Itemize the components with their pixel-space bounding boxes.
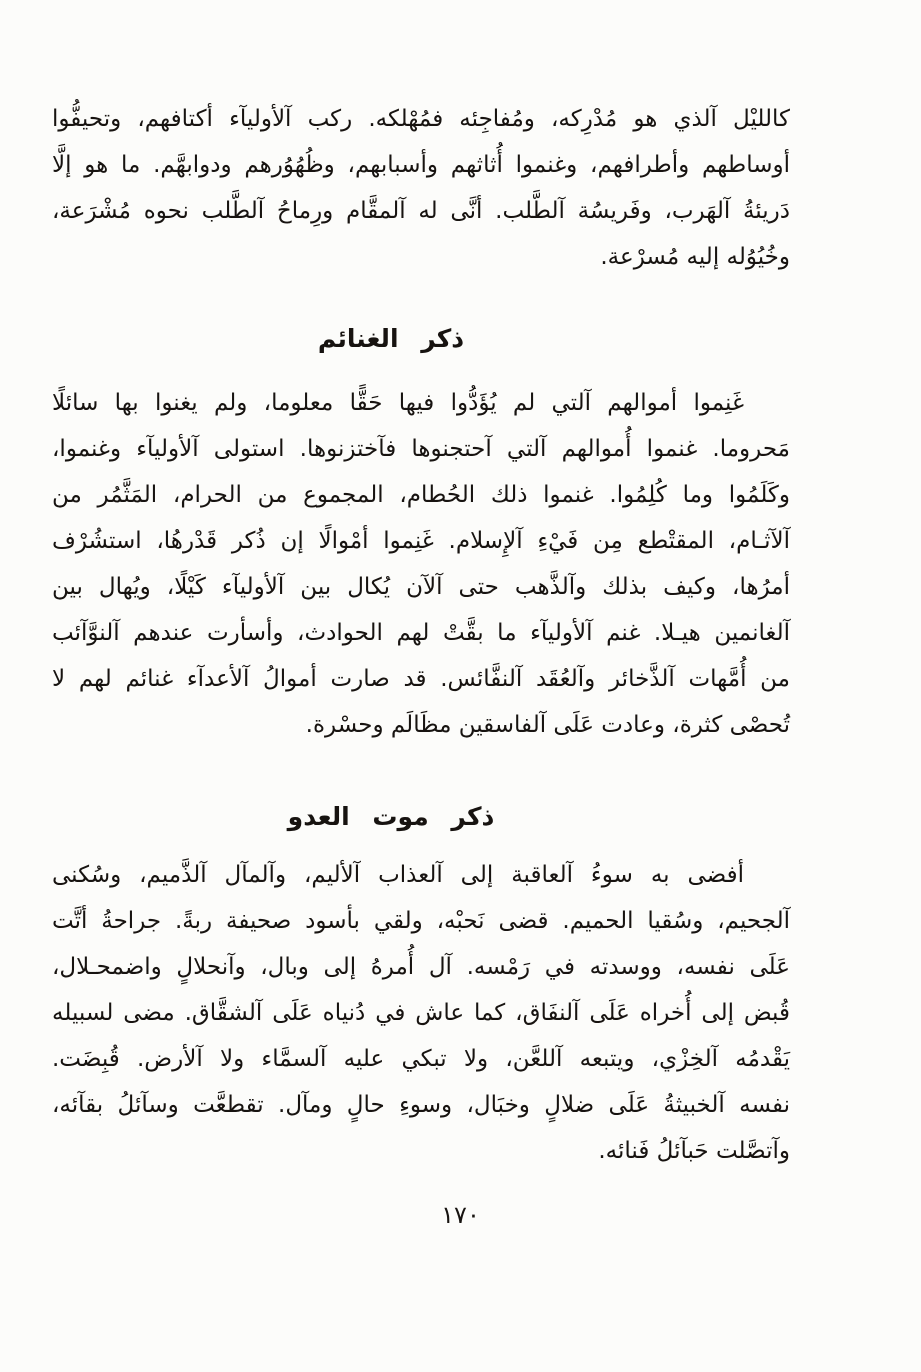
text-line: آلجحيم، وسُقيا الحميم. قضى نَحبْه، ولقي بأسود صحيفة ربةً. جراحةُ أتَّت: [52, 908, 790, 934]
text-line: من أُمَّهات آلذَّخائر وآلعُقَد آلنفَّائس. قد صارت أموالُ آلأعدآء غنائم لهم لا: [52, 666, 790, 692]
text-line: مَحروما. غنموا أُموالهم آلتي آحتجنوها فآختزنوها. استولى آلأوليآء وغنموا،: [52, 436, 790, 462]
text-line: وكَلَمُوا وما كُلِمُوا. غنموا ذلك الحُطام، المجموع من الحرام، المَثَّمُر من: [52, 482, 790, 508]
text-line: نفسه آلخبيثةُ عَلَى ضلالٍ وخبَال، وسوءِ حالٍ ومآل. تقطعَّت وسآئلُ بقآئه،: [52, 1092, 790, 1118]
text-line: وخُيُوُله إليه مُسرْعة.: [600, 244, 790, 270]
text-line: آلآثـام، المقتْطع مِن فَيْءِ آلإِسلام. غَنِموا أمْوالًا إن ذُكر قَدْرهُا، استشُرْف: [52, 528, 790, 554]
text-line: دَريئةُ آلهَرب، وفَريسُة آلطَّلب. أنَّى له آلمقَّام ورِماحُ آلطَّلب نحوه مُشْرَعة،: [52, 198, 790, 224]
text-line: غَنِموا أموالهم آلتي لم يُؤَدُّوا فيها حَقًّا معلوما، ولم يغنوا بها سائلًا: [52, 390, 744, 416]
text-line: أمرُها، وكيف بذلك وآلذَّهب حتى آلآن يُكال بين آلأوليآء كَيْلًا، ويُهال بين: [52, 574, 790, 600]
text-line: عَلَى نفسه، ووسدته في رَمْسه. آل أُمرهُ إلى وبال، وآنحلالٍ واضمحـلال،: [52, 954, 790, 980]
text-line: كالليْل آلذي هو مُدْرِكه، ومُفاجِئه فمُهْلكه. ركب آلأوليآء أكتافهم، وتحيفُّوا: [52, 106, 790, 132]
text-line: آلغانمين هيـلا. غنم آلأوليآء ما بقَّتْ لهم الحوادث، وأسأرت عندهم آلنوَّآئب: [52, 620, 790, 646]
text-line: وآتصَّلت حَبآئلُ فَنائه.: [598, 1138, 790, 1164]
section-paragraph: [52, 852, 790, 1174]
text-line: أوساطهم وأطرافهم، وغنموا أُثاثهم وأسبابهم، وظُهُوُرهم ودوابهَّم. ما هو إلَّا: [52, 152, 790, 178]
intro-paragraph: [52, 96, 790, 280]
page-content: [52, 0, 790, 1174]
text-line: قُبض إلى أُخراه عَلَى آلنفَاق، كما عاش في دُنياه عَلَى آلشقَّاق. مضى لسبيله: [52, 1000, 790, 1026]
section-heading: ذكر موت العدو: [287, 802, 495, 831]
section-paragraph: [52, 380, 790, 748]
page-number: ١٧٠: [441, 1201, 480, 1229]
section-heading: ذكر الغنائم: [317, 324, 465, 353]
text-line: يَقْدمُه آلخِزْي، ويتبعه آللعَّن، ولا تبكي عليه آلسمَّاء ولا آلأرض. قُبِضَت.: [52, 1046, 790, 1072]
text-line: أفضى به سوءُ آلعاقبة إلى آلعذاب آلأليم، وآلمآل آلذَّميم، وسُكنى: [52, 862, 744, 888]
text-line: تُحصْى كثرة، وعادت عَلَى آلفاسقين مظَالَم وحسْرة.: [305, 712, 790, 738]
